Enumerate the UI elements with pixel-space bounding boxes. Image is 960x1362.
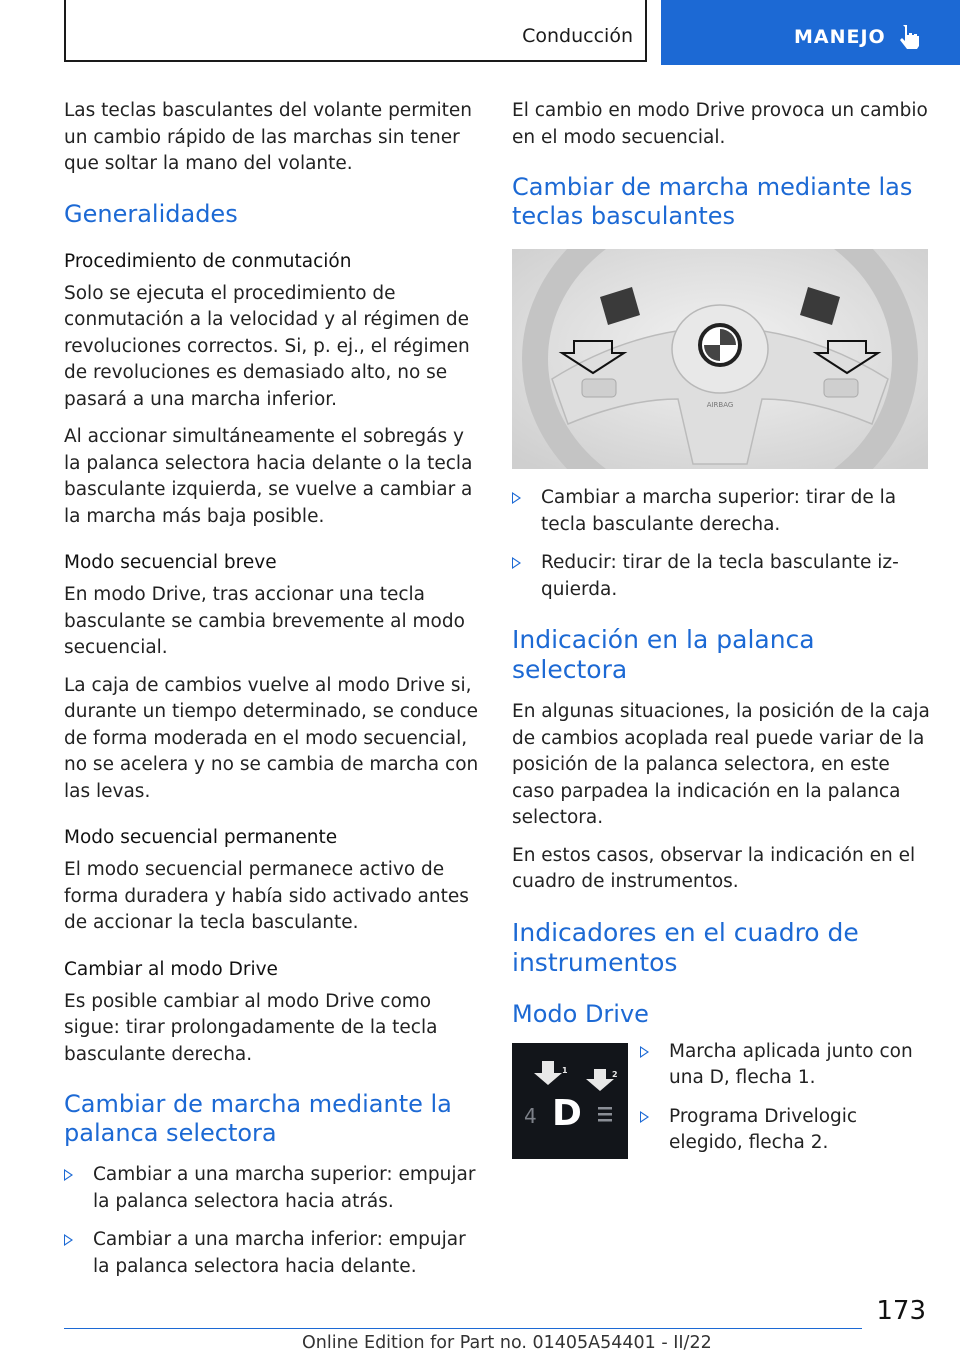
left-column	[64, 98, 482, 1292]
list-item: Cambiar a marcha superior: tirar de la tecla basculante derecha.	[512, 485, 930, 538]
section-title: Conducción	[522, 25, 633, 47]
drive-display-image	[512, 1043, 628, 1159]
paragraph: El cambio en modo Drive provoca un cambio en el modo secuencial.	[512, 100, 928, 148]
paragraph: Solo se ejecuta el procedimiento de conmutación a la velocidad y al régimen de revoluciones correctos. Si, p. ej., el régimen de revoluciones es demasiado alto, no se pasará a una marcha inferior.	[64, 282, 470, 410]
list-item: Marcha aplicada junto con una D, flecha 1.	[640, 1039, 930, 1092]
chapter-title: MANEJO	[794, 26, 886, 48]
hand-pointer-icon	[896, 22, 924, 50]
svg-text:4: 4	[524, 1103, 537, 1128]
heading-modo-drive: Modo Drive	[512, 999, 649, 1028]
svg-text:1: 1	[562, 1065, 568, 1075]
heading-generalidades: Generalidades	[64, 199, 238, 228]
heading-indicadores: Indicadores en el cuadro de instrumentos	[512, 917, 859, 977]
subheading-modo-breve: Modo secuencial breve	[64, 552, 277, 573]
paragraph: En modo Drive, tras accionar una tecla basculante se cambia brevemente al modo secuencial.	[64, 584, 465, 658]
heading-palanca: Cambiar de marcha mediante la palanca selectora	[64, 1090, 452, 1147]
subheading-procedimiento: Procedimiento de conmutación	[64, 250, 352, 272]
paragraph: En estos casos, observar la indicación en el cuadro de instrumentos.	[512, 844, 916, 892]
section-header	[64, 0, 647, 62]
footer-divider	[64, 1328, 862, 1329]
lever-list	[64, 1162, 482, 1280]
chapter-tab	[661, 0, 960, 65]
paragraph: En algunas situaciones, la posición de la caja de cambios acoplada real puede variar de la posición de la palanca selectora, en este caso parpadea la indicación en la palanca selectora.	[512, 701, 930, 828]
list-item: Programa Drivelogic elegido, flecha 2.	[640, 1104, 930, 1157]
triangle-bullet-icon	[64, 1169, 73, 1181]
subheading-modo-permanente: Modo secuencial permanente	[64, 827, 338, 848]
triangle-bullet-icon	[512, 492, 521, 504]
paragraph: Al accionar simultáneamente el sobregás y la palanca selectora hacia delante o la tecla basculante izquierda, se vuelve a cambiar a la marcha más baja posible.	[64, 426, 473, 527]
right-column	[512, 98, 930, 1165]
drive-list	[640, 1039, 930, 1169]
drive-mode-section	[512, 1040, 930, 1165]
list-item: Cambiar a una marcha superior: empujar la palanca selectora hacia atrás.	[64, 1162, 482, 1215]
triangle-bullet-icon	[64, 1234, 73, 1246]
heading-indicacion: Indicación en la palanca selectora	[512, 625, 815, 684]
subheading-modo-drive: Cambiar al modo Drive	[64, 958, 278, 980]
triangle-bullet-icon	[512, 557, 521, 569]
heading-teclas: Cambiar de marcha mediante las teclas basculantes	[512, 173, 913, 230]
svg-text:D: D	[552, 1092, 582, 1134]
page-number: 173	[876, 1296, 926, 1326]
triangle-bullet-icon	[640, 1111, 649, 1123]
list-item: Reducir: tirar de la tecla basculante izquierda.	[512, 550, 930, 603]
list-item: Cambiar a una marcha inferior: empujar la palanca selectora hacia delante.	[64, 1227, 482, 1280]
intro-paragraph: Las teclas basculantes del volante permiten un cambio rápido de las marchas sin tener que soltar la mano del volante.	[64, 100, 472, 174]
paddle-list	[512, 485, 930, 603]
svg-text:2: 2	[612, 1069, 618, 1079]
paragraph: La caja de cambios vuelve al modo Drive si, durante un tiempo determinado, se conduce de forma moderada en el modo secuencial, no se acelera y no se cambia de marcha con las levas.	[64, 674, 479, 802]
paragraph: El modo secuencial permanece activo de forma duradera y había sido activado antes de accionar la tecla basculante.	[64, 859, 469, 933]
svg-text:AIRBAG: AIRBAG	[706, 401, 734, 409]
footer-edition: Online Edition for Part no. 01405A54401 - II/22	[302, 1333, 712, 1353]
paragraph: Es posible cambiar al modo Drive como sigue: tirar prolongadamente de la tecla basculante derecha.	[64, 990, 438, 1065]
triangle-bullet-icon	[640, 1046, 649, 1058]
steering-wheel-image	[512, 249, 928, 469]
